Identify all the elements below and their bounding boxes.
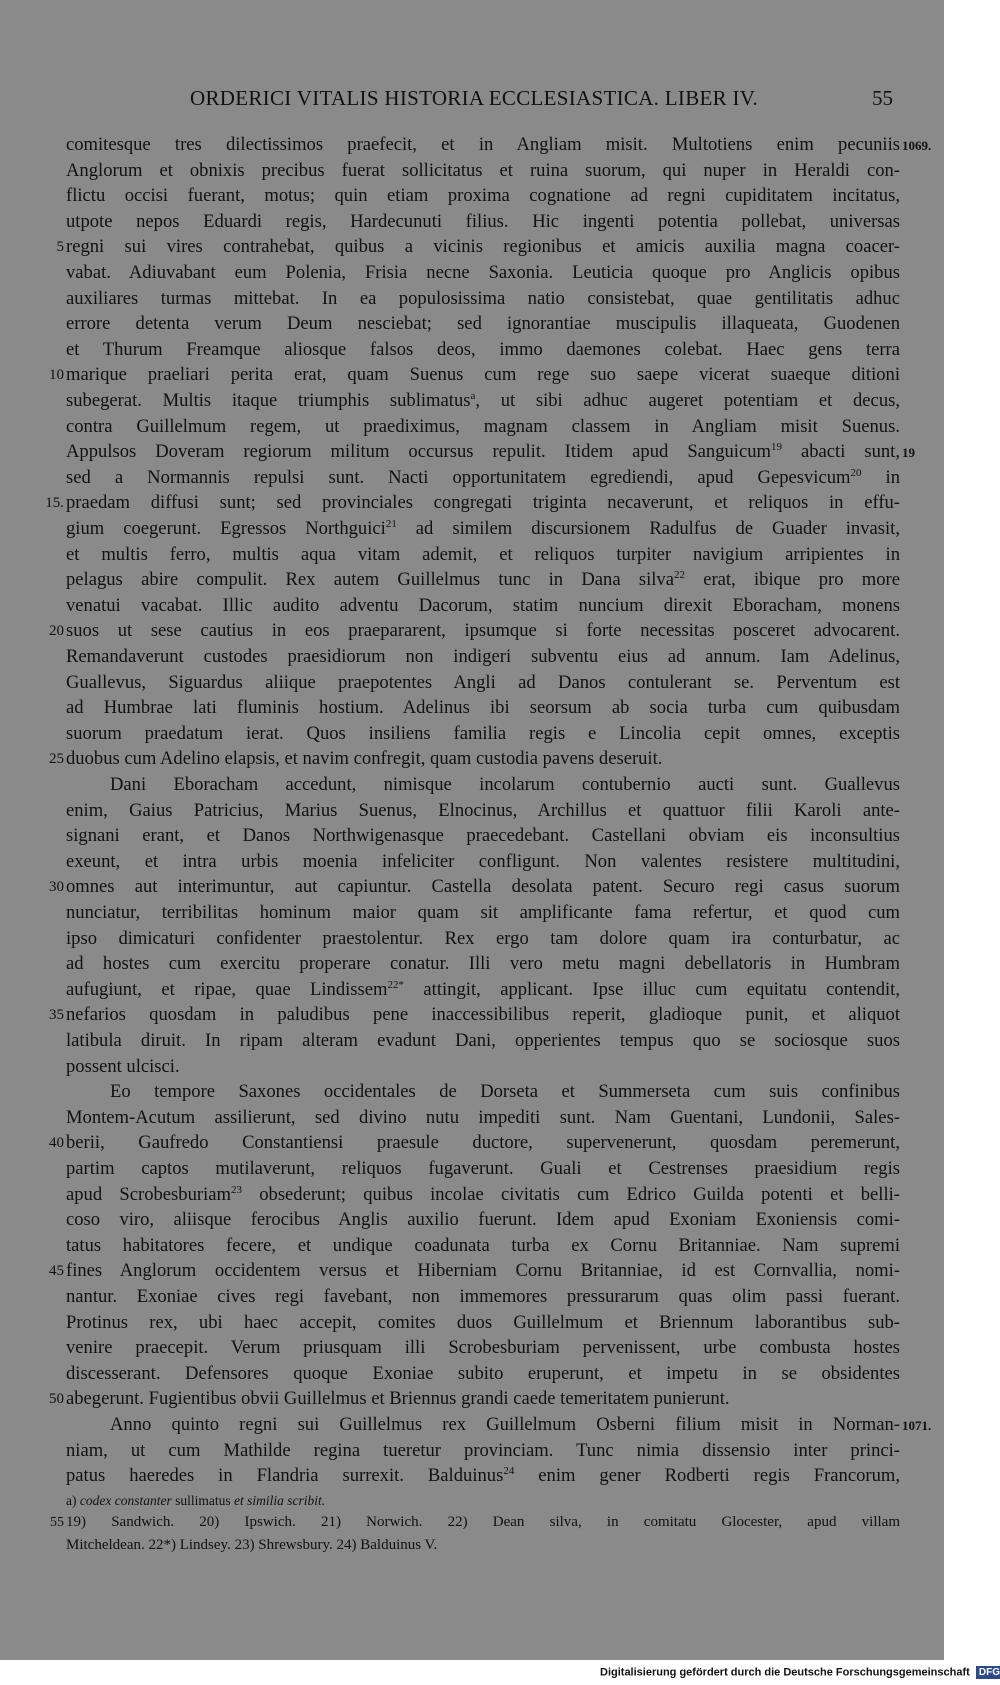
line-text	[66, 1361, 900, 1386]
margin-note: 19	[902, 445, 915, 461]
line-text-part: comitesque tres dilectissimos praefecit, et in Angliam misit. Multotiens enim pecuniis	[66, 134, 900, 155]
text-line	[0, 746, 944, 771]
text-line	[0, 670, 944, 695]
text-line	[0, 183, 944, 208]
text-line	[0, 772, 944, 797]
line-text	[66, 311, 900, 336]
line-text	[66, 209, 900, 234]
line-text	[66, 695, 900, 720]
line-text-part: , ut sibi adhuc augeret potentiam et decus,	[475, 390, 900, 411]
line-text-part: pelagus abire compulit. Rex autem Guillelmus tunc in Dana silva	[66, 569, 674, 591]
line-text-part: venire praecepit. Verum priusquam illi Scrobesburiam pervenissent, urbe combusta hostes	[66, 1337, 900, 1359]
line-text	[66, 1438, 900, 1463]
line-text-part: Appulsos Doveram regiorum militum occursus repulit. Itidem apud Sanguicum	[66, 441, 771, 463]
margin-note: 1071.	[902, 1418, 932, 1433]
line-number: 40	[49, 1135, 64, 1152]
line-text	[110, 1412, 900, 1437]
line-text-part: praedam diffusi sunt; sed provinciales congregati triginta necaverunt, et reliquos in effu-	[66, 492, 900, 514]
footnote-ref: a	[470, 389, 476, 402]
text-line	[0, 465, 944, 490]
text-line	[0, 1054, 944, 1079]
line-text	[66, 926, 900, 951]
line-text-part: berii, Gaufredo Constantiensi praesule ductore, supervenerunt, quosdam peremerunt,	[66, 1132, 900, 1154]
line-text-part: possent ulcisci.	[66, 1055, 180, 1077]
line-text-part: apud Scrobesburiam	[66, 1183, 231, 1205]
line-text-part: attingit, applicant. Ipse illuc cum equitatu contendit,	[403, 978, 900, 1000]
line-number: 20	[49, 623, 64, 640]
line-text-part: ipso dimicaturi confidenter praestolentur. Rex ergo tam dolore quam ira conturbatur, ac	[66, 927, 900, 949]
text-line	[0, 516, 944, 541]
line-text-part: Protinus rex, ubi haec accepit, comites duos Guillelmum et Briennum laborantibus sub-	[66, 1311, 900, 1333]
line-text-part: flictu occisi fuerant, motus; quin etiam proxima cognatione ad regni cupiditatem incitatus,	[66, 185, 900, 207]
line-text	[66, 1002, 900, 1027]
line-text-part: exeunt, et intra urbis moenia infeliciter confligunt. Non valentes resistere multitudini,	[66, 850, 900, 872]
text-line	[0, 951, 944, 976]
line-text-part: marique praeliari perita erat, quam Suenus cum rege suo saepe vicerat suaeque ditioni	[66, 364, 900, 386]
line-text	[66, 977, 900, 1002]
line-text-part: ad Humbrae lati fluminis hostium. Adelinus ibi seorsum ab socia turba cum quibusdam	[66, 697, 900, 719]
line-text-part: discesserant. Defensores quoque Exoniae subito eruperunt, et impetu in se obsidentes	[66, 1362, 900, 1384]
line-text-part: 19) Sandwich. 20) Ipswich. 21) Norwich. 22) Dean silva, in comitatu Glocester, apud villam	[66, 1514, 900, 1530]
line-text-part: tatus habitatores fecere, et undique coadunata turba ex Cornu Britanniae. Nam supremi	[66, 1234, 900, 1256]
page-header	[0, 86, 944, 116]
line-text	[66, 618, 900, 643]
text-line	[0, 542, 944, 567]
line-text	[66, 1028, 900, 1053]
text-line	[0, 926, 944, 951]
line-text	[66, 1534, 900, 1556]
line-text	[66, 1284, 900, 1309]
line-text	[66, 849, 900, 874]
text-line	[0, 234, 944, 259]
footnote-ref: 22*	[387, 978, 404, 991]
line-text-part: Montem-Acutum assilierunt, sed divino nutu impediti sunt. Nam Guentani, Lundonii, Sales-	[66, 1106, 900, 1128]
line-text	[66, 746, 900, 771]
line-text	[66, 260, 900, 285]
text-line	[0, 1284, 944, 1309]
line-text	[66, 874, 900, 899]
footnote-a-italic-1: codex constanter	[79, 1493, 172, 1508]
line-text-part: duobus cum Adelino elapsis, et navim confregit, quam custodia pavens deseruit.	[66, 748, 663, 770]
line-text	[66, 798, 900, 823]
line-text-part: Eo tempore Saxones occidentales de Dorseta et Summerseta cum suis confinibus	[110, 1081, 900, 1103]
line-text-part: enim gener Rodberti regis Francorum,	[514, 1465, 900, 1487]
line-number: 30	[49, 879, 64, 896]
line-text-part: venatui vacabat. Illic audito adventu Dacorum, statim nuncium direxit Eboracham, monens	[66, 594, 900, 616]
line-text-part: partim captos mutilaverunt, reliquos fugaverunt. Guali et Cestrenses praesidium regis	[66, 1158, 900, 1179]
line-number: 5	[56, 239, 64, 256]
line-text-part: coso viro, aliisque ferocibus Anglis auxilio fuerunt. Idem apud Exoniam Exoniensis comi-	[66, 1209, 900, 1231]
margin-note: 1069.	[902, 138, 932, 153]
line-text-part: omnes aut interimuntur, aut capiuntur. Castella desolata patent. Securo regi casus suorum	[66, 876, 900, 898]
line-text	[66, 1310, 900, 1335]
footnote-ref: 21	[385, 517, 397, 530]
text-line	[0, 490, 944, 515]
text-line	[0, 260, 944, 285]
line-text-part: patus haeredes in Flandria surrexit. Balduinus	[66, 1465, 504, 1487]
line-text	[66, 234, 900, 259]
text-line	[0, 1002, 944, 1027]
text-line	[0, 695, 944, 720]
credit-text: Digitalisierung gefördert durch die Deutsche Forschungsgemeinschaft	[600, 1666, 970, 1679]
line-text	[66, 490, 900, 515]
line-number: 50	[49, 1391, 64, 1408]
line-number: 15.	[45, 495, 64, 512]
text-line	[0, 1105, 944, 1130]
text-line	[0, 721, 944, 746]
footnote-ref: 22	[673, 569, 685, 581]
line-number: 45	[49, 1263, 64, 1280]
line-text	[66, 644, 900, 669]
line-text	[66, 900, 900, 925]
text-line	[0, 1335, 944, 1360]
text-line	[0, 874, 944, 899]
text-line	[0, 362, 944, 387]
line-text-part: niam, ut cum Mathilde regina tueretur provinciam. Tunc nimia dissensio inter princi-	[66, 1439, 900, 1461]
line-text-part: sed a Normannis repulsi sunt. Nacti opportunitatem egrediendi, apud Gepesvicum	[66, 466, 851, 488]
text-line	[0, 567, 944, 592]
line-text-part: suos ut sese cautius in eos praepararent, ipsumque si forte necessitas posceret advocarent.	[66, 620, 900, 642]
line-text-part: Dani Eboracham accedunt, nimisque incolarum contubernio aucti sunt. Guallevus	[110, 774, 900, 795]
line-text-part: suorum praedatum ierat. Quos insiliens familia regis e Lincolia cepit omnes, exceptis	[66, 722, 900, 744]
text-line	[0, 158, 944, 183]
line-text	[66, 542, 900, 567]
line-text-part: fines Anglorum occidentem versus et Hiberniam Cornu Britanniae, id est Cornvallia, nomi-	[66, 1260, 900, 1282]
line-text	[66, 1258, 900, 1283]
text-line	[0, 1130, 944, 1155]
line-text-part: Guallevus, Siguardus aliique praepotentes Angli ad Danos contulerant se. Perventum est	[66, 671, 900, 693]
text-line	[0, 849, 944, 874]
digitization-credit	[600, 1666, 1000, 1682]
text-line	[0, 209, 944, 234]
line-text-part: abegerunt. Fugientibus obvii Guillelmus et Briennus grandi caede temeritatem punierunt.	[66, 1388, 730, 1410]
line-text	[66, 1511, 900, 1533]
line-text-part: et Thurum Freamque aliosque falsos deos, immo daemones colebat. Haec gens terra	[66, 338, 900, 360]
text-line	[0, 414, 944, 439]
text-line	[0, 337, 944, 362]
line-text-part: latibula diruit. In ripam alteram evadunt Dani, opperientes tempus quo se sociosque suos	[66, 1030, 900, 1051]
text-line	[0, 1386, 944, 1411]
line-number: 25	[49, 751, 64, 768]
line-text-part: gium coegerunt. Egressos Northguici	[66, 518, 386, 539]
text-line	[0, 132, 944, 157]
line-text	[66, 439, 900, 464]
footnote-ref: 23	[230, 1183, 242, 1196]
line-text-part: subegerat. Multis itaque triumphis sublimatus	[66, 390, 471, 411]
line-text	[66, 516, 900, 541]
line-text-part: abacti sunt,	[781, 441, 900, 463]
line-text	[66, 1335, 900, 1360]
line-text-part: Remandaverunt custodes praesidiorum non indigeri subventu eius ad annum. Iam Adelinus,	[66, 646, 900, 667]
line-text-part: nunciatur, terribilitas hominum maior quam sit amplificante fama refertur, et quod cum	[66, 902, 900, 923]
text-line	[0, 823, 944, 848]
text-line	[0, 439, 944, 464]
text-line	[0, 1233, 944, 1258]
line-text	[66, 1054, 900, 1079]
line-text	[66, 465, 900, 490]
text-line	[0, 1079, 944, 1104]
line-text	[66, 337, 900, 362]
line-text-part: regni sui vires contrahebat, quibus a vicinis regionibus et amicis auxilia magna coacer-	[66, 236, 900, 258]
footnote-a-italic-2: et similia scribit.	[233, 1493, 326, 1508]
line-text	[66, 823, 900, 848]
text-line	[0, 1511, 944, 1533]
line-text	[66, 183, 900, 208]
footnote-a-marker: a)	[66, 1493, 77, 1508]
line-text-part: aufugiunt, et ripae, quae Lindissem	[66, 978, 388, 1000]
line-text	[66, 388, 900, 413]
line-text	[66, 1156, 900, 1181]
text-line	[0, 1156, 944, 1181]
line-text-part: et multis ferro, multis aqua vitam ademit, et reliquos turpiter navigium arripientes in	[66, 543, 900, 565]
footnote-a-word: sullimatus	[175, 1493, 231, 1508]
text-line	[0, 1310, 944, 1335]
line-text	[66, 414, 900, 439]
line-text	[66, 1207, 900, 1232]
line-text-part: signani erant, et Danos Northwigenasque praecedebant. Castellani obviam eis inconsultius	[66, 825, 900, 847]
line-text-part: nefarios quosdam in paludibus pene inaccessibilibus reperit, gladioque punit, et aliquot	[66, 1004, 900, 1026]
running-title: ORDERICI VITALIS HISTORIA ECCLESIASTICA. LIBER IV.	[190, 86, 759, 110]
line-text	[66, 721, 900, 746]
text-line	[0, 1028, 944, 1053]
line-text-part: vabat. Adiuvabant eum Polenia, Frisia necne Saxonia. Leuticia quoque pro Anglicis opibus	[66, 262, 900, 283]
text-line	[0, 900, 944, 925]
line-text-part: in	[861, 466, 900, 488]
text-line	[0, 618, 944, 643]
line-text	[66, 951, 900, 976]
line-text-part: contra Guillelmum regem, ut praediximus, magnam classem in Angliam misit Suenus.	[66, 415, 900, 437]
line-text	[66, 1233, 900, 1258]
line-text	[66, 132, 900, 157]
line-text-part: Mitcheldean. 22*) Lindsey. 23) Shrewsbury. 24) Balduinus V.	[66, 1537, 438, 1553]
text-line	[0, 311, 944, 336]
text-line	[0, 644, 944, 669]
line-number: 55	[50, 1515, 64, 1530]
line-number: 10	[49, 367, 64, 384]
text-line	[0, 798, 944, 823]
line-text	[66, 286, 900, 311]
text-line	[0, 1438, 944, 1463]
line-text	[66, 1182, 900, 1207]
line-text	[66, 158, 900, 183]
line-text	[66, 362, 900, 387]
line-text	[66, 1105, 900, 1130]
line-number: 35	[49, 1007, 64, 1024]
text-line	[0, 1207, 944, 1232]
text-line	[0, 1534, 944, 1556]
line-text-part: enim, Gaius Patricius, Marius Suenus, Elnocinus, Archillus et quattuor filii Karoli ante-	[66, 799, 900, 821]
line-text	[66, 593, 900, 618]
line-text-part: Anglorum et obnixis precibus fuerat sollicitatus et ruina suorum, qui nuper in Heraldi con-	[66, 159, 900, 181]
line-text-part: erat, ibique pro more	[684, 569, 900, 591]
line-text	[110, 772, 900, 797]
line-text	[66, 567, 900, 592]
line-text	[66, 1463, 900, 1488]
footnote-ref: 24	[503, 1465, 515, 1477]
text-line	[0, 977, 944, 1002]
line-text-part: ad similem discursionem Radulfus de Guader invasit,	[396, 518, 900, 539]
line-text-part: Anno quinto regni sui Guillelmus rex Guillelmum Osberni filium misit in Norman-	[110, 1414, 900, 1435]
line-text-part: nantur. Exoniae cives regi favebant, non immemores pressurarum quas olim passi fuerant.	[66, 1286, 900, 1307]
text-line	[0, 286, 944, 311]
line-text-part: utpote nepos Eduardi regis, Hardecunuti filius. Hic ingenti potentia pollebat, universas	[66, 210, 900, 232]
text-line	[0, 1412, 944, 1437]
line-text	[66, 670, 900, 695]
text-line	[0, 593, 944, 618]
footnote-ref: 20	[850, 466, 862, 479]
text-line	[0, 1182, 944, 1207]
text-line	[0, 1258, 944, 1283]
text-line	[0, 1463, 944, 1488]
footnote-ref: 19	[770, 441, 782, 453]
line-text-part: obsederunt; quibus incolae civitatis cum Edrico Guilda potenti et belli-	[241, 1183, 901, 1205]
dfg-logo: DFG	[976, 1666, 1000, 1679]
text-line	[0, 388, 944, 413]
line-text-part: errore detenta verum Deum nesciebat; sed ignorantiae muscipulis illaqueata, Guodenen	[66, 313, 900, 335]
line-text	[66, 1130, 900, 1155]
line-text	[66, 1386, 900, 1411]
line-text-part: ad hostes cum exercitu properare conatur. Illi vero metu magni debellatoris in Humbram	[66, 953, 900, 975]
text-line	[0, 1361, 944, 1386]
line-text-part: auxiliares turmas mittebat. In ea populosissima natio consistebat, quae gentilitatis adhuc	[66, 287, 900, 309]
line-text	[110, 1079, 900, 1104]
page-number: 55	[872, 86, 893, 110]
